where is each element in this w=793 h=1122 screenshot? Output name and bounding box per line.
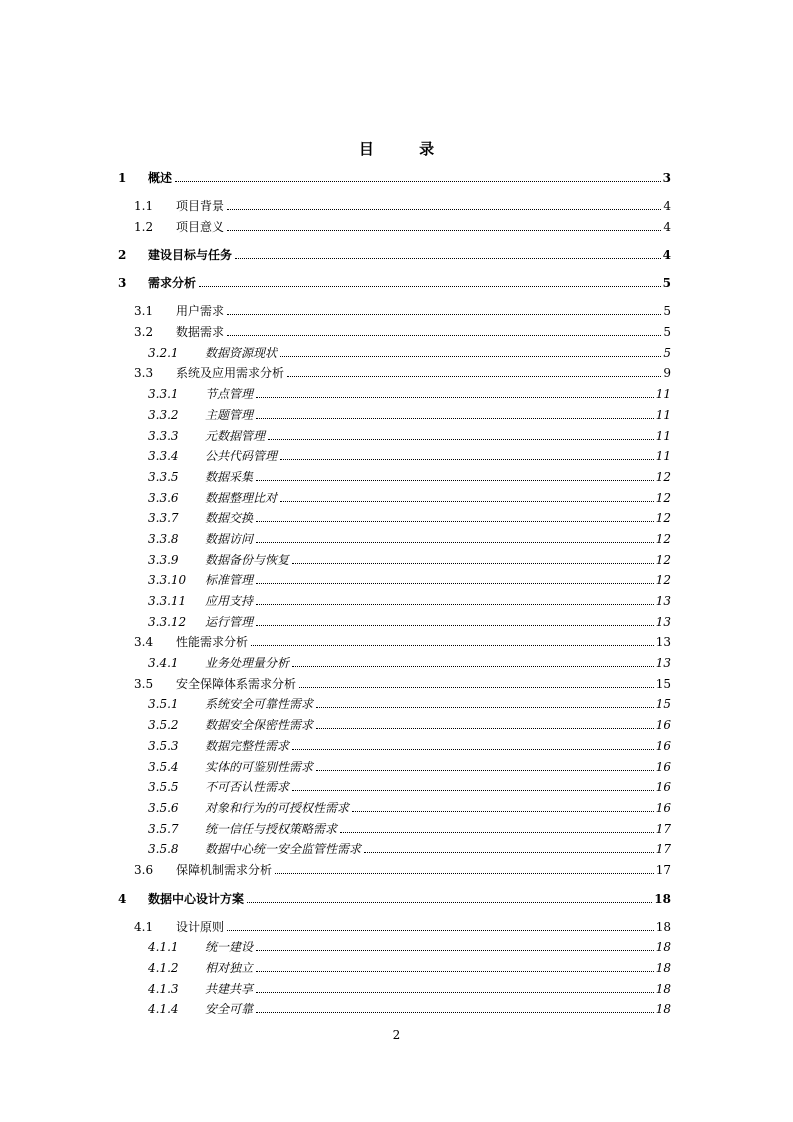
toc-entry-label: 系统及应用需求分析 <box>176 363 285 384</box>
toc-entry-label: 建设目标与任务 <box>148 245 233 265</box>
toc-entry-page: 18 <box>656 999 671 1020</box>
toc-entry-label: 概述 <box>148 168 173 188</box>
toc-entry[interactable] <box>118 757 671 778</box>
toc-entry-page: 15 <box>656 674 671 695</box>
dot-leader <box>199 286 661 287</box>
toc-entry-line <box>176 322 671 343</box>
toc-entry-number: 3.3 <box>134 366 154 381</box>
dot-leader <box>227 314 661 315</box>
toc-entry[interactable] <box>118 343 671 364</box>
toc-entry-number: 3.3.5 <box>148 469 179 484</box>
toc-entry-label: 数据安全保密性需求 <box>205 715 314 736</box>
dot-leader <box>175 181 661 182</box>
toc-entry-page: 11 <box>656 405 671 426</box>
toc-entry-line <box>205 999 671 1020</box>
toc-entry-label: 公共代码管理 <box>205 446 278 467</box>
toc-entry-page: 15 <box>656 694 671 715</box>
toc-entry-number: 3.3.12 <box>148 614 187 629</box>
toc-entry-label: 设计原则 <box>176 917 225 938</box>
dot-leader <box>235 258 661 259</box>
toc-entry-line <box>205 405 671 426</box>
dot-leader <box>352 811 654 812</box>
dot-leader <box>256 992 654 993</box>
toc-entry[interactable] <box>118 694 671 715</box>
toc-entry-line <box>205 426 671 447</box>
toc-title: 目 录 <box>358 140 455 158</box>
toc-entry[interactable] <box>118 999 671 1020</box>
toc-entry-number: 3.5.2 <box>148 718 179 733</box>
toc-entry-page: 4 <box>663 245 671 265</box>
toc-entry-line <box>205 467 671 488</box>
toc-entry-line <box>205 591 671 612</box>
toc-entry-page: 18 <box>656 917 671 938</box>
toc-entry[interactable] <box>118 217 671 238</box>
toc-entry-page: 4 <box>663 217 671 238</box>
toc-entry[interactable] <box>118 958 671 979</box>
dot-leader <box>247 902 652 903</box>
toc-entry-number: 3.6 <box>134 862 154 877</box>
toc-entry-number: 3.3.2 <box>148 407 179 422</box>
toc-entry-number: 3.5.6 <box>148 800 179 815</box>
toc-entry[interactable] <box>118 273 671 293</box>
toc-entry[interactable] <box>118 488 671 509</box>
dot-leader <box>280 356 661 357</box>
toc-entry-label: 数据整理比对 <box>205 488 278 509</box>
toc-entry-label: 安全可靠 <box>205 999 254 1020</box>
toc-entry-label: 统一建设 <box>205 937 254 958</box>
toc-entry-page: 4 <box>663 196 671 217</box>
toc-entry-label: 元数据管理 <box>205 426 266 447</box>
toc-entry-number: 3.3.8 <box>148 531 179 546</box>
dot-leader <box>364 852 654 853</box>
toc-entry-number: 3.3.11 <box>148 594 187 608</box>
toc-entry-label: 对象和行为的可授权性需求 <box>205 798 350 819</box>
dot-leader <box>316 770 654 771</box>
toc-entry[interactable] <box>118 591 671 612</box>
toc-entry-line <box>176 674 671 695</box>
toc-entry-label: 共建共享 <box>205 979 254 1000</box>
toc-entry-number: 3.2.1 <box>148 345 179 360</box>
toc-entry-page: 18 <box>654 889 671 909</box>
toc-entry-number: 3.3.7 <box>148 511 179 526</box>
toc-entry[interactable] <box>118 168 671 188</box>
toc-entry[interactable] <box>118 301 671 322</box>
toc-entry[interactable] <box>118 715 671 736</box>
toc-entry-number: 3.4 <box>134 635 154 650</box>
toc-entry-label: 节点管理 <box>205 384 254 405</box>
toc-entry[interactable] <box>118 550 671 571</box>
toc-entry-line <box>176 860 671 881</box>
toc-entry-number: 3.5.4 <box>148 759 179 774</box>
toc-entry-label: 数据需求 <box>176 322 225 343</box>
toc-entry-number: 1.2 <box>134 219 154 234</box>
toc-entry-label: 应用支持 <box>205 591 254 612</box>
dot-leader <box>256 583 654 584</box>
toc-entry-page: 18 <box>656 937 671 958</box>
toc-entry-label: 保障机制需求分析 <box>176 860 273 881</box>
toc-entry[interactable] <box>118 529 671 550</box>
toc-entry-number: 3 <box>118 276 127 291</box>
toc-entry[interactable] <box>118 653 671 674</box>
dot-leader <box>251 645 654 646</box>
toc-entry-line <box>205 653 671 674</box>
toc-entry-page: 16 <box>656 715 671 736</box>
toc-entry-line <box>205 839 671 860</box>
toc-entry[interactable] <box>118 467 671 488</box>
toc-entry-label: 不可否认性需求 <box>205 777 290 798</box>
toc-entry-label: 项目背景 <box>176 196 225 217</box>
dot-leader <box>256 418 654 419</box>
dot-leader <box>340 832 654 833</box>
toc-entry[interactable] <box>118 798 671 819</box>
toc-entry-page: 13 <box>656 632 671 653</box>
toc-entry-page: 3 <box>663 168 671 188</box>
toc-entry-line <box>205 819 671 840</box>
toc-entry-page: 12 <box>656 467 671 488</box>
toc-entry-line <box>176 632 671 653</box>
toc-entry-page: 18 <box>656 979 671 1000</box>
dot-leader <box>287 376 661 377</box>
toc-entry-number: 3.5.5 <box>148 780 179 795</box>
toc-entry-label: 业务处理量分析 <box>205 653 290 674</box>
toc-entry-page: 12 <box>656 550 671 571</box>
toc-entry-page: 12 <box>656 529 671 550</box>
toc-entry[interactable] <box>118 819 671 840</box>
toc-entry-label: 相对独立 <box>205 958 254 979</box>
toc-entry-page: 17 <box>656 860 671 881</box>
toc-entry-label: 需求分析 <box>148 273 197 293</box>
toc-entry-line <box>205 715 671 736</box>
toc-entry-number: 1.1 <box>134 199 154 213</box>
toc-entry-page: 16 <box>656 736 671 757</box>
toc-entry-line <box>205 979 671 1000</box>
toc-entry-page: 17 <box>656 819 671 840</box>
toc-entry-label: 数据访问 <box>205 529 254 550</box>
toc-entry-label: 运行管理 <box>205 612 254 633</box>
toc-entry-page: 11 <box>656 426 671 447</box>
toc-entry-line <box>205 384 671 405</box>
toc-entry-number: 3.5.1 <box>148 697 179 712</box>
dot-leader <box>292 666 654 667</box>
toc-entry-line <box>205 777 671 798</box>
toc-entry-page: 13 <box>656 591 671 612</box>
toc-entry-number: 3.5 <box>134 676 154 691</box>
toc-entry-line <box>205 529 671 550</box>
toc-entry-number: 3.3.4 <box>148 449 179 464</box>
toc-entry-line <box>205 488 671 509</box>
toc-entry-label: 性能需求分析 <box>176 632 249 653</box>
toc-entry-line <box>205 958 671 979</box>
toc-entry-number: 1 <box>118 171 127 185</box>
toc-entry-page: 12 <box>656 508 671 529</box>
dot-leader <box>316 728 654 729</box>
toc-entry-line <box>176 363 671 384</box>
toc-entry-page: 16 <box>656 777 671 798</box>
toc-entry-number: 3.2 <box>134 325 154 340</box>
toc-entry[interactable] <box>118 860 671 881</box>
toc-entry-page: 5 <box>663 343 671 364</box>
toc-entry-line <box>148 889 671 909</box>
toc-entry-line <box>148 273 671 293</box>
toc-entry-line <box>205 736 671 757</box>
toc-entry-page: 9 <box>663 363 671 384</box>
toc-entry-label: 数据备份与恢复 <box>205 550 290 571</box>
toc-entry-line <box>148 245 671 265</box>
dot-leader <box>292 749 654 750</box>
toc-entry[interactable] <box>118 446 671 467</box>
toc-entry-line <box>205 694 671 715</box>
toc-entry-label: 数据资源现状 <box>205 343 278 364</box>
toc-entry-label: 数据采集 <box>205 467 254 488</box>
toc-entry-page: 16 <box>656 798 671 819</box>
toc-entry-label: 数据交换 <box>205 508 254 529</box>
toc-entry-line <box>205 570 671 591</box>
toc-entry-page: 13 <box>656 653 671 674</box>
toc-entry-number: 3.4.1 <box>148 656 179 671</box>
toc-entry[interactable] <box>118 736 671 757</box>
toc-entry-number: 3.3.9 <box>148 552 179 567</box>
dot-leader <box>227 930 654 931</box>
toc-entry-page: 13 <box>656 612 671 633</box>
toc-entry-page: 16 <box>656 757 671 778</box>
toc-entry-label: 项目意义 <box>176 217 225 238</box>
dot-leader <box>256 542 654 543</box>
toc-entry[interactable] <box>118 508 671 529</box>
toc-entry[interactable] <box>118 405 671 426</box>
toc-entry-line <box>176 917 671 938</box>
toc-entry-line <box>205 550 671 571</box>
dot-leader <box>280 501 654 502</box>
toc-entry-line <box>205 937 671 958</box>
dot-leader <box>227 209 661 210</box>
page-number: 2 <box>392 1028 401 1042</box>
toc-entry-number: 4.1.2 <box>148 961 179 975</box>
toc-entry-line <box>176 217 671 238</box>
dot-leader <box>256 971 654 972</box>
toc-entry-line <box>205 508 671 529</box>
toc-entry-page: 11 <box>656 384 671 405</box>
toc-entry[interactable] <box>118 322 671 343</box>
toc-entry-number: 3.1 <box>134 304 154 319</box>
toc-entry-label: 系统安全可靠性需求 <box>205 694 314 715</box>
toc-entry-label: 用户需求 <box>176 301 225 322</box>
toc-entry-number: 4.1 <box>134 919 154 934</box>
toc-entry[interactable] <box>118 570 671 591</box>
toc-entry-page: 11 <box>656 446 671 467</box>
toc-entry-label: 数据中心设计方案 <box>148 889 245 909</box>
toc-entry-label: 安全保障体系需求分析 <box>176 674 297 695</box>
toc-entry-number: 4.1.4 <box>148 1002 179 1017</box>
dot-leader <box>256 521 654 522</box>
toc-entry[interactable] <box>118 839 671 860</box>
toc-entry[interactable] <box>118 917 671 938</box>
toc-entry-page: 12 <box>656 488 671 509</box>
toc-entry-line <box>205 757 671 778</box>
toc-entry[interactable] <box>118 426 671 447</box>
toc-entry-page: 5 <box>663 322 671 343</box>
toc-entry-page: 18 <box>656 958 671 979</box>
toc-entry-number: 3.3.10 <box>148 573 187 588</box>
dot-leader <box>256 1012 654 1013</box>
toc-entry-page: 17 <box>656 839 671 860</box>
dot-leader <box>256 604 654 605</box>
toc-entry-number: 3.3.6 <box>148 490 179 505</box>
dot-leader <box>227 230 661 231</box>
toc-entry-label: 主题管理 <box>205 405 254 426</box>
dot-leader <box>316 707 654 708</box>
dot-leader <box>299 687 654 688</box>
table-of-contents <box>118 168 671 1020</box>
toc-entry[interactable] <box>118 632 671 653</box>
toc-entry-label: 统一信任与授权策略需求 <box>205 819 338 840</box>
toc-entry-line <box>176 301 671 322</box>
dot-leader <box>268 439 654 440</box>
toc-entry[interactable] <box>118 979 671 1000</box>
toc-entry-line <box>205 446 671 467</box>
toc-entry-number: 4.1.1 <box>148 940 179 955</box>
dot-leader <box>256 950 654 951</box>
dot-leader <box>256 397 654 398</box>
dot-leader <box>256 480 654 481</box>
toc-entry-page: 12 <box>656 570 671 591</box>
toc-entry[interactable] <box>118 937 671 958</box>
toc-entry-line <box>205 343 671 364</box>
toc-entry-label: 数据中心统一安全监管性需求 <box>205 839 362 860</box>
toc-entry-number: 3.5.8 <box>148 842 179 857</box>
toc-entry-line <box>205 612 671 633</box>
toc-entry-page: 5 <box>663 273 671 293</box>
toc-entry-label: 实体的可鉴别性需求 <box>205 757 314 778</box>
toc-entry[interactable] <box>118 777 671 798</box>
toc-entry-number: 2 <box>118 248 127 263</box>
toc-entry-number: 3.5.3 <box>148 738 179 753</box>
dot-leader <box>292 563 654 564</box>
toc-entry[interactable] <box>118 363 671 384</box>
toc-entry-number: 4.1.3 <box>148 981 179 996</box>
toc-entry[interactable] <box>118 196 671 217</box>
dot-leader <box>275 873 654 874</box>
dot-leader <box>280 459 654 460</box>
toc-entry-number: 3.3.3 <box>148 428 179 443</box>
dot-leader <box>227 335 661 336</box>
toc-entry-number: 3.3.1 <box>148 387 179 402</box>
toc-entry-page: 5 <box>663 301 671 322</box>
toc-entry-number: 4 <box>118 891 127 906</box>
toc-entry[interactable] <box>118 245 671 265</box>
toc-entry[interactable] <box>118 674 671 695</box>
toc-entry-label: 数据完整性需求 <box>205 736 290 757</box>
toc-entry-line <box>148 168 671 188</box>
toc-entry-line <box>176 196 671 217</box>
toc-entry[interactable] <box>118 612 671 633</box>
toc-entry[interactable] <box>118 384 671 405</box>
dot-leader <box>292 790 654 791</box>
dot-leader <box>256 625 654 626</box>
toc-entry-label: 标准管理 <box>205 570 254 591</box>
toc-entry-line <box>205 798 671 819</box>
toc-entry[interactable] <box>118 889 671 909</box>
toc-entry-number: 3.5.7 <box>148 821 179 836</box>
